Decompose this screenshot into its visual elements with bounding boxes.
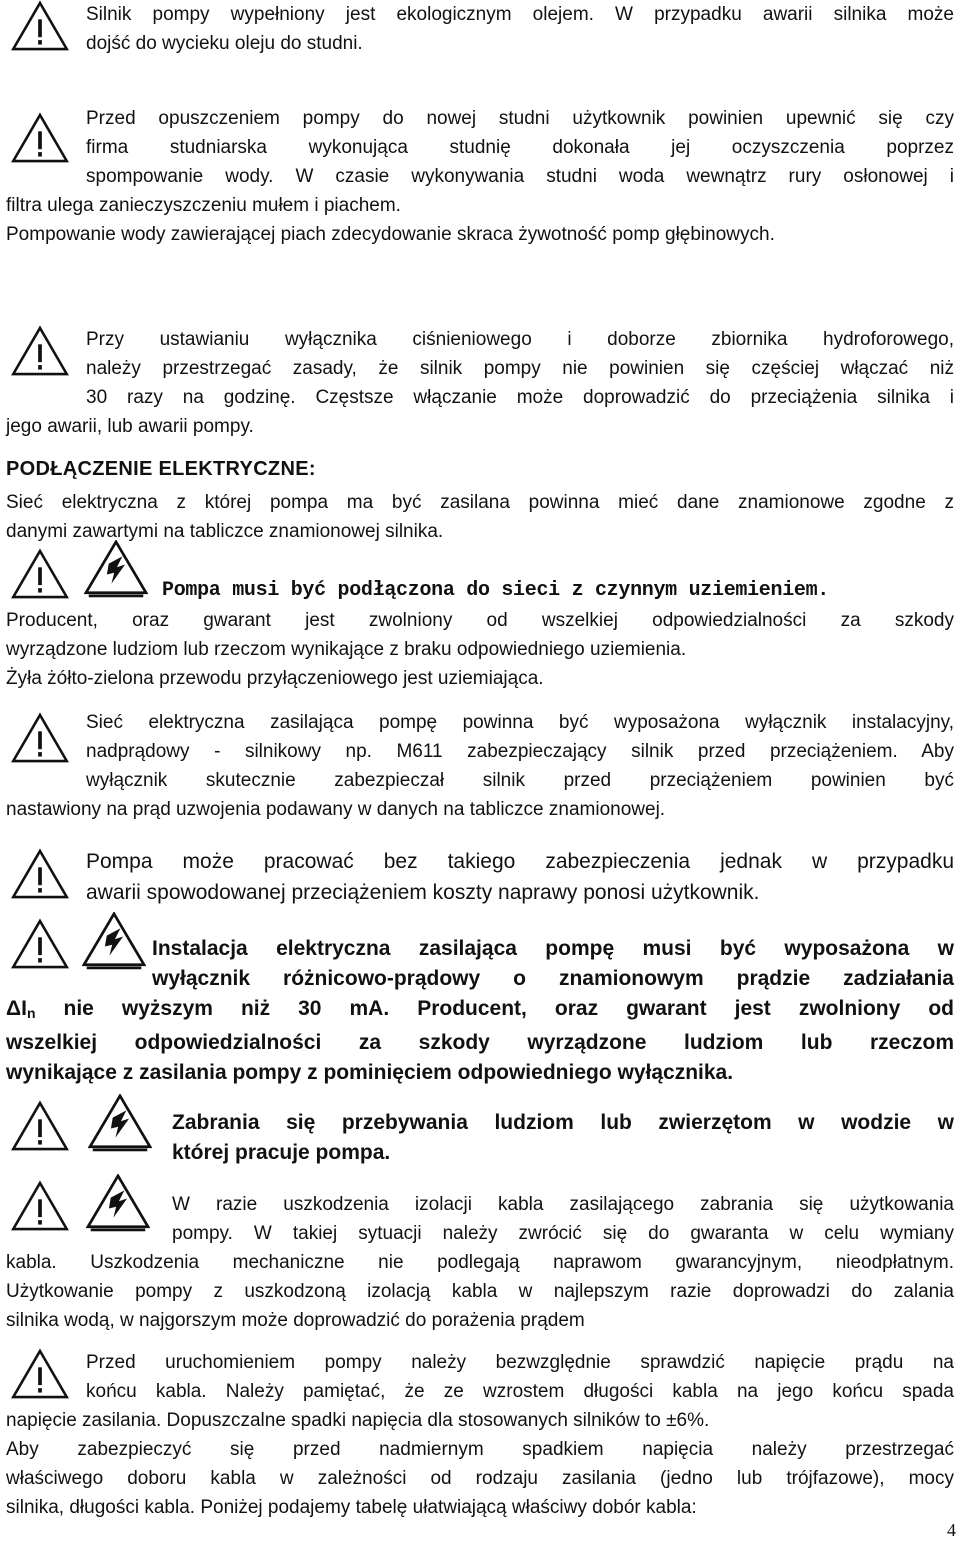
text-line: Użytkowanie pompy z uszkodzoną izolacją kabla w najlepszym razie doprowadzi do zalania (6, 1281, 954, 1302)
text-line: Żyła żółto-zielona przewodu przyłączeniowego jest uziemiająca. (6, 668, 544, 689)
text-line: Pompa może pracować bez takiego zabezpieczenia jednak w przypadku (86, 850, 954, 873)
page-number: 4 (947, 1520, 956, 1540)
grounding-paragraph (6, 576, 954, 693)
text-line: awarii spowodowanej przeciążeniem koszty naprawy ponosi użytkownik. (86, 881, 760, 904)
text-line (6, 994, 954, 1028)
no-swimming-paragraph (6, 1108, 954, 1168)
overload-switch-paragraph (6, 708, 954, 824)
pressure-switch-paragraph (6, 325, 954, 441)
text-line: napięcie zasilania. Dopuszczalne spadki napięcia dla stosowanych silników to ±6%. (6, 1410, 710, 1431)
text-line: Przed opuszczeniem pompy do nowej studni użytkownik powinien upewnić się czy (86, 108, 954, 129)
text-line: należy przestrzegać zasady, że silnik pompy nie powinien się częściej włączać niż (86, 358, 954, 379)
section-heading: PODŁĄCZENIE ELEKTRYCZNE: (6, 458, 316, 480)
text-line: wyłącznik różnicowo-prądowy o znamionowym prądzie zadziałania (152, 967, 954, 990)
text-line: Zabrania się przebywania ludziom lub zwierzętom w wodzie w (172, 1111, 954, 1134)
text-line: pompy. W takiej sytuacji należy zwrócić się do gwaranta w celu wymiany (172, 1223, 954, 1244)
text-line: Sieć elektryczna z której pompa ma być zasilana powinna mieć dane znamionowe zgodne z (6, 492, 954, 513)
cable-damage-paragraph (6, 1190, 954, 1335)
text-line: kabla. Uszkodzenia mechaniczne nie podlegają naprawom gwarancyjnym, nieodpłatnym. (6, 1252, 954, 1273)
voltage-check-paragraph (6, 1348, 954, 1522)
text-line: silnika wodą, w najgorszym może doprowadzić do porażenia prądem (6, 1310, 585, 1331)
text-line: której pracuje pompa. (172, 1141, 391, 1164)
rcd-requirement-paragraph (6, 934, 954, 1088)
text-line: Sieć elektryczna zasilająca pompę powinna być wyposażona wyłącznik instalacyjny, (86, 712, 954, 733)
text-line: wynikające z zasilania pompy z pominięciem odpowiedniego wyłącznika. (6, 1061, 734, 1084)
text-line: silnika, długości kabla. Poniżej podajemy tabelę ułatwiającą właściwy dobór kabla: (6, 1497, 697, 1518)
text-line: jego awarii, lub awarii pompy. (6, 416, 254, 437)
text-line: danymi zawartymi na tabliczce znamionowej silnika. (6, 521, 444, 542)
text-line: firma studniarska wykonująca studnię dokonała jej oczyszczenia poprzez (86, 137, 954, 158)
text-line: Silnik pompy wypełniony jest ekologicznym olejem. W przypadku awarii silnika może (86, 4, 954, 25)
text-line: dojść do wycieku oleju do studni. (86, 33, 363, 54)
text-line: nastawiony na prąd uzwojenia podawany w danych na tabliczce znamionowej. (6, 799, 666, 820)
text-line: Pompowanie wody zawierającej piach zdecydowanie skraca żywotność pomp głębinowych. (6, 224, 775, 245)
text-line: wyrządzone ludziom lub rzeczom wynikające z braku odpowiedniego uziemienia. (6, 639, 687, 660)
power-network-paragraph (6, 488, 954, 546)
text-line: 30 razy na godzinę. Częstsze włączanie może doprowadzić do przeciążenia silnika i (86, 387, 954, 408)
text-line: wszelkiej odpowiedzialności za szkody wyrządzone ludziom lub rzeczom (6, 1031, 954, 1054)
oil-warning-paragraph (6, 0, 954, 58)
text-line: Aby zabezpieczyć się przed nadmiernym spadkiem napięcia należy przestrzegać (6, 1439, 954, 1460)
text-line: Przy ustawianiu wyłącznika ciśnieniowego i doborze zbiornika hydroforowego, (86, 329, 954, 350)
text-line: wyłącznik skutecznie zabezpieczał silnik przed przeciążeniem powinien być (86, 770, 954, 791)
rcd-text: nie wyższym niż 30 mA. Producent, oraz gwarant jest zwolniony od (35, 997, 954, 1020)
grounding-bold-line: Pompa musi być podłączona do sieci z czynnym uziemieniem. (162, 579, 830, 602)
delta-symbol: ΔI (6, 997, 27, 1020)
text-line: końcu kabla. Należy pamiętać, że ze wzrostem długości kabla na jego końcu spada (86, 1381, 954, 1402)
no-protection-paragraph (6, 846, 954, 908)
text-line: właściwego doboru kabla w zależności od rodzaju zasilania (jedno lub trójfazowe), mocy (6, 1468, 954, 1489)
text-line: Producent, oraz gwarant jest zwolniony od wszelkiej odpowiedzialności za szkody (6, 610, 954, 631)
text-line: filtra ulega zanieczyszczeniu mułem i piachem. (6, 195, 401, 216)
text-line: nadprądowy - silnikowy np. M611 zabezpieczający silnik przed przeciążeniem. Aby (86, 741, 954, 762)
text-line: W razie uszkodzenia izolacji kabla zasilającego zabrania się użytkowania (172, 1194, 954, 1215)
subscript-n: n (26, 1005, 36, 1021)
well-cleaning-paragraph (6, 104, 954, 249)
text-line: Instalacja elektryczna zasilająca pompę musi być wyposażona w (152, 937, 954, 960)
text-line: spompowanie wody. W czasie wykonywania studni woda wewnątrz rury osłonowej i (86, 166, 954, 187)
text-line: Przed uruchomieniem pompy należy bezwzględnie sprawdzić napięcie prądu na (86, 1352, 954, 1373)
